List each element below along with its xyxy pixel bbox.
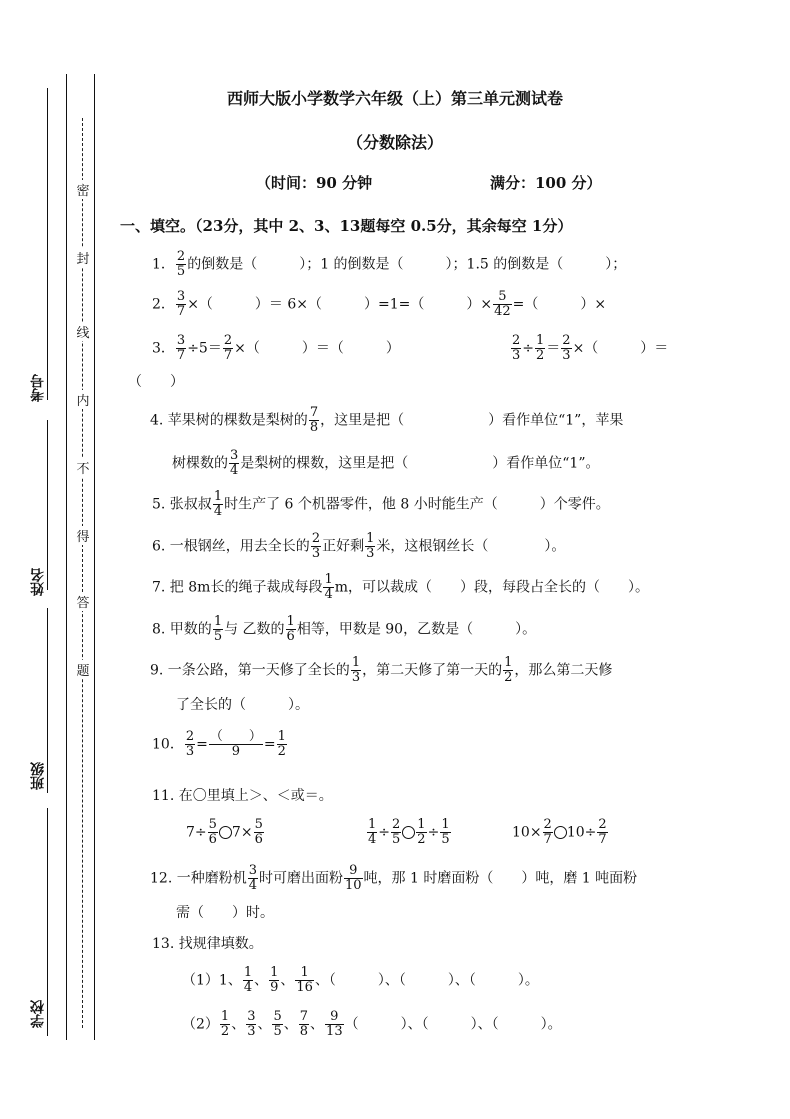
- fraction: [223, 334, 233, 363]
- question-text: 7×: [231, 824, 253, 841]
- question-text: ×（ ）＝: [572, 340, 669, 357]
- denominator: 42: [494, 304, 511, 319]
- question-text: 2．: [152, 296, 175, 313]
- question-3b: [510, 334, 668, 363]
- numerator: 1: [213, 614, 223, 629]
- denominator: 5: [441, 832, 450, 847]
- numerator: 2: [543, 817, 552, 832]
- numerator: 3: [176, 289, 186, 304]
- question-text: 10÷: [566, 824, 597, 841]
- denominator: 5: [392, 832, 401, 847]
- fraction: [248, 864, 258, 893]
- question-text: 10×: [512, 824, 542, 841]
- numerator: 5: [208, 817, 217, 832]
- question-text: 时生产了 6 个机器零件，他 8 小时能生产（ ）个零件。: [224, 496, 610, 513]
- question-13-1: [182, 966, 539, 995]
- question-text: 6. 一根钢丝，用去全长的: [152, 538, 310, 555]
- denominator: 7: [543, 832, 552, 847]
- denominator: 13: [326, 1024, 343, 1039]
- denominator: 7: [176, 348, 186, 363]
- question-3: [152, 334, 400, 363]
- denominator: 4: [368, 832, 377, 847]
- question-11: 11. 在〇里填上＞、＜或＝。: [152, 788, 333, 804]
- question-2: [152, 290, 606, 319]
- kaohao-label: 考号: [30, 374, 46, 402]
- question-text: （1）1、: [182, 972, 242, 989]
- denominator: 2: [417, 832, 426, 847]
- numerator: 9: [344, 864, 363, 879]
- question-text: ÷: [522, 340, 535, 357]
- denominator: 3: [512, 348, 521, 363]
- question-9-cont: 了全长的（ ）。: [176, 697, 309, 713]
- full-score: 满分：100 分）: [490, 174, 602, 192]
- numerator: 7: [299, 1009, 309, 1024]
- question-text: ×（ ）＝（ ）: [234, 340, 400, 357]
- seal-char: 内: [72, 390, 94, 409]
- denominator: 16: [296, 980, 313, 995]
- seal-char: 不: [72, 458, 94, 477]
- question-text: 时可磨出面粉: [259, 870, 343, 887]
- seal-char: 题: [72, 660, 94, 679]
- numerator: 1: [366, 531, 375, 546]
- numerator: 9: [325, 1010, 344, 1025]
- question-text: 树棵数的: [172, 455, 228, 472]
- question-text: ，那么第二天修: [514, 662, 613, 679]
- page-title: 西师大版小学数学六年级（上）第三单元测试卷: [226, 89, 563, 108]
- question-text: 12. 一种磨粉机: [150, 870, 247, 887]
- question-text: 、: [280, 972, 295, 989]
- denominator: 6: [254, 832, 263, 847]
- numerator: 2: [311, 531, 321, 546]
- denominator: 5: [213, 629, 223, 644]
- question-10: [152, 730, 288, 759]
- question-12-cont: 需（ ）时。: [176, 905, 274, 921]
- question-text: 、: [310, 1016, 325, 1033]
- denominator: 3: [247, 1024, 256, 1039]
- numerator: 3: [176, 333, 186, 348]
- question-text: 与 乙数的: [224, 621, 285, 638]
- denominator: 3: [185, 744, 195, 759]
- xingming-label: 姓名: [30, 568, 46, 596]
- fraction: [286, 615, 296, 644]
- numerator: 1: [295, 966, 314, 981]
- fraction: [351, 656, 361, 685]
- numerator: 1: [220, 1009, 230, 1024]
- question-text: 是梨树的棵数，这里是把（ ）看作单位“1”。: [240, 455, 600, 472]
- question-1: [152, 250, 626, 279]
- fraction: [272, 1010, 282, 1039]
- fraction: [176, 250, 186, 279]
- fraction: [309, 406, 319, 435]
- question-text: 吨，那 1 时磨面粉（ ）吨，磨 1 吨面粉: [363, 870, 638, 887]
- question-4: [150, 406, 623, 435]
- fraction: [185, 730, 195, 759]
- numerator: 1: [504, 655, 513, 670]
- fraction: [208, 818, 218, 847]
- question-text: 5. 张叔叔: [152, 496, 212, 513]
- question-text: 10．: [152, 736, 184, 753]
- question-text: 9. 一条公路，第一天修了全长的: [150, 662, 350, 679]
- numerator: 5: [254, 817, 263, 832]
- denominator: 2: [504, 670, 513, 685]
- margin-line-left: [66, 74, 67, 1040]
- question-text: 、: [257, 1016, 272, 1033]
- denominator: 7: [598, 832, 607, 847]
- numerator: 1: [270, 965, 279, 980]
- denominator: 3: [351, 670, 361, 685]
- compare-circle[interactable]: [402, 826, 415, 839]
- fraction: [220, 1010, 230, 1039]
- question-13: 13. 找规律填数。: [152, 936, 263, 952]
- question-12: [150, 864, 637, 893]
- question-text: 7÷: [186, 824, 207, 841]
- question-text: 、（ ）、（ ）、（ ）。: [314, 972, 539, 989]
- question-8: [152, 615, 536, 644]
- denominator: 7: [223, 348, 233, 363]
- denominator: 3: [562, 348, 571, 363]
- question-text: 、: [254, 972, 269, 989]
- seal-char: 得: [72, 526, 94, 545]
- question-text: ÷: [427, 824, 440, 841]
- fraction: [365, 532, 375, 561]
- fraction: [311, 532, 321, 561]
- fraction: [295, 966, 314, 995]
- compare-circle[interactable]: [554, 826, 567, 839]
- numerator: （ ）: [209, 729, 262, 744]
- denominator: 4: [324, 587, 333, 602]
- fraction: [176, 334, 186, 363]
- fraction: [535, 334, 545, 363]
- numerator: 7: [309, 405, 319, 420]
- question-text: ，这里是把（ ）看作单位“1”，苹果: [320, 412, 624, 429]
- denominator: 4: [248, 878, 257, 893]
- denominator: 8: [299, 1024, 309, 1039]
- denominator: 9: [231, 744, 240, 759]
- fraction: [325, 1010, 344, 1039]
- fraction: [503, 656, 513, 685]
- fraction: [213, 490, 223, 519]
- question-text: 1．: [152, 256, 175, 273]
- numerator: 2: [223, 333, 233, 348]
- fraction: [344, 864, 363, 893]
- denominator: 3: [311, 546, 321, 561]
- fraction: [277, 730, 287, 759]
- question-9: [150, 656, 612, 685]
- denominator: 6: [286, 629, 295, 644]
- denominator: 6: [208, 832, 217, 847]
- numerator: 3: [230, 448, 239, 463]
- denominator: 3: [366, 546, 375, 561]
- fraction: [391, 818, 401, 847]
- question-4-cont: [172, 449, 600, 478]
- question-text: ＝: [546, 340, 561, 357]
- xingming-line: [47, 420, 48, 590]
- fraction: [299, 1010, 309, 1039]
- question-text: （ ）、（ ）、（ ）。: [344, 1016, 562, 1033]
- question-text: （2）: [182, 1016, 219, 1033]
- question-5: [152, 490, 610, 519]
- question-text: 3．: [152, 340, 175, 357]
- question-text: 正好剩: [322, 538, 365, 555]
- fraction: [561, 334, 571, 363]
- fraction: [323, 573, 333, 602]
- denominator: 10: [345, 878, 362, 893]
- question-6: [152, 532, 565, 561]
- denominator: 2: [220, 1024, 230, 1039]
- numerator: 2: [562, 333, 571, 348]
- denominator: 9: [270, 980, 279, 995]
- numerator: 1: [213, 489, 223, 504]
- section-heading: 一、填空。（23分，其中 2、3、13题每空 0.5分，其余每空 1分）: [120, 217, 573, 235]
- denominator: 5: [273, 1024, 282, 1039]
- fraction: [416, 818, 426, 847]
- question-text: 、: [283, 1016, 298, 1033]
- fraction: [367, 818, 377, 847]
- question-text: 的倒数是（ ）；1 的倒数是（ ）；1.5 的倒数是（ ）；: [187, 256, 627, 273]
- fraction: [209, 730, 263, 759]
- question-text: ÷5＝: [187, 340, 222, 357]
- question-text: =: [196, 736, 208, 753]
- question-7: [152, 573, 649, 602]
- denominator: 7: [176, 304, 186, 319]
- fraction: [511, 334, 521, 363]
- seal-char: 密: [72, 180, 94, 199]
- fraction: [254, 818, 264, 847]
- question-text: 、: [231, 1016, 246, 1033]
- fraction: [213, 615, 223, 644]
- question-text: m，可以裁成（ ）段，每段占全长的（ ）。: [334, 579, 650, 596]
- question-text: 4. 苹果树的棵数是梨树的: [150, 412, 308, 429]
- denominator: 4: [230, 463, 239, 478]
- fraction: [440, 818, 450, 847]
- numerator: 1: [277, 729, 286, 744]
- numerator: 1: [286, 614, 295, 629]
- numerator: 1: [536, 333, 545, 348]
- margin-line-right: [94, 74, 95, 1040]
- question-text: 7. 把 8m长的绳子裁成每段: [152, 579, 323, 596]
- seal-char: 答: [72, 592, 94, 611]
- numerator: 1: [324, 572, 333, 587]
- question-11a: [186, 818, 265, 847]
- question-11b: [366, 818, 452, 847]
- denominator: 4: [213, 504, 223, 519]
- question-text: =: [263, 736, 276, 753]
- fraction: [597, 818, 607, 847]
- denominator: 5: [176, 264, 186, 279]
- numerator: 5: [273, 1009, 282, 1024]
- numerator: 3: [247, 1009, 256, 1024]
- time-limit: （时间：90 分钟: [256, 174, 373, 192]
- compare-circle[interactable]: [219, 826, 232, 839]
- numerator: 2: [598, 817, 607, 832]
- denominator: 2: [277, 744, 286, 759]
- question-text: ×（ ）＝ 6×（ ）=1=（ ）×: [187, 296, 493, 313]
- numerator: 2: [392, 817, 401, 832]
- numerator: 1: [243, 965, 253, 980]
- question-text: 相等，甲数是 90，乙数是（ ）。: [296, 621, 537, 638]
- question-11c: [512, 818, 609, 847]
- question-13-2: [182, 1010, 562, 1039]
- numerator: 1: [417, 817, 426, 832]
- numerator: 1: [351, 655, 361, 670]
- page-subtitle: （分数除法）: [346, 133, 443, 152]
- fraction: [246, 1010, 256, 1039]
- fraction: [493, 290, 512, 319]
- seal-char: 线: [72, 322, 94, 341]
- xuexiao-label: 学校: [30, 1000, 46, 1028]
- question-text: 米，这根钢丝长（ ）。: [376, 538, 566, 555]
- seal-char: 封: [72, 248, 94, 267]
- fraction: [269, 966, 279, 995]
- numerator: 1: [368, 817, 377, 832]
- denominator: 8: [309, 420, 319, 435]
- numerator: 2: [185, 729, 195, 744]
- denominator: 4: [243, 980, 253, 995]
- fraction: [243, 966, 253, 995]
- question-text: 8. 甲数的: [152, 621, 212, 638]
- numerator: 5: [493, 290, 512, 305]
- question-text: ÷: [378, 824, 391, 841]
- numerator: 2: [176, 249, 186, 264]
- banji-label: 班级: [30, 762, 46, 790]
- fraction: [543, 818, 553, 847]
- numerator: 3: [248, 863, 257, 878]
- numerator: 2: [512, 333, 521, 348]
- question-text: =（ ）×: [512, 296, 607, 313]
- fraction: [229, 449, 239, 478]
- numerator: 1: [441, 817, 450, 832]
- question-text: ，第二天修了第一天的: [362, 662, 503, 679]
- fraction: [176, 290, 186, 319]
- question-3-wrap: （ ）: [128, 374, 184, 390]
- denominator: 2: [536, 348, 545, 363]
